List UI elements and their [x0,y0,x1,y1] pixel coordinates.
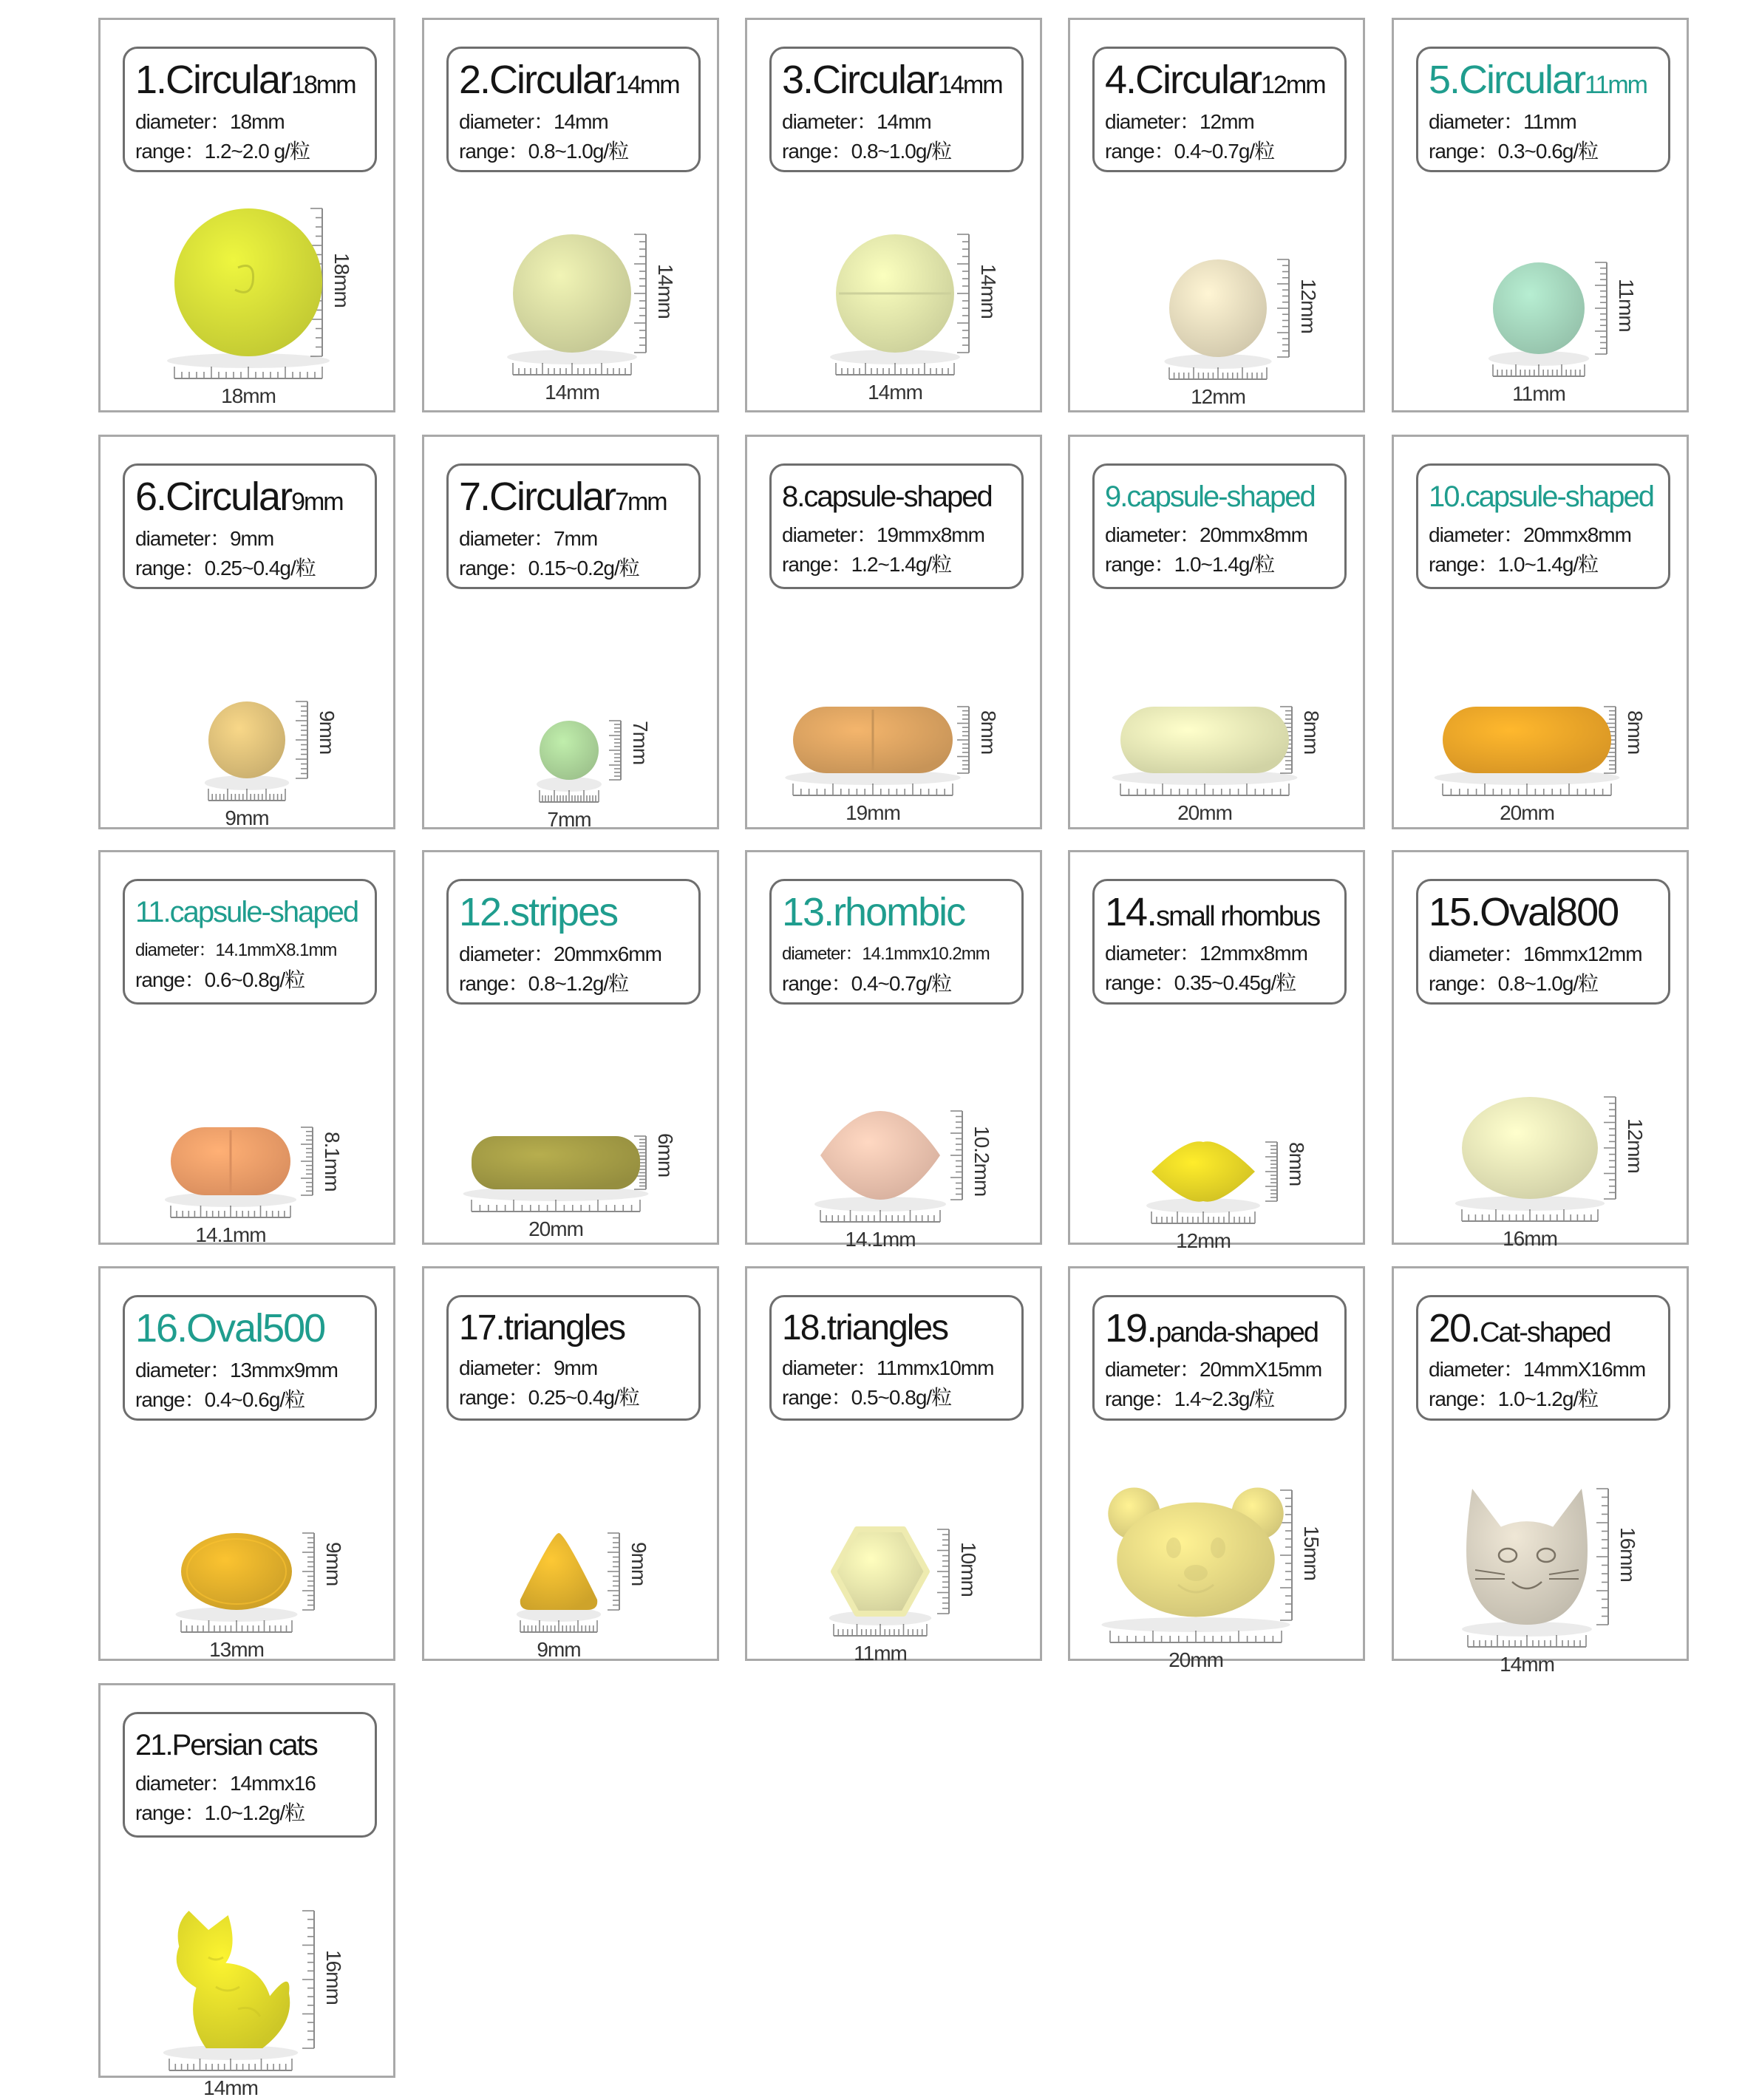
pill-eye-left [1166,1537,1181,1558]
pill-illustration [424,175,717,412]
pill-title-main: 13.rhombic [782,890,965,934]
pill-width-label: 13mm [209,1638,264,1661]
pill-title-suffix: 18mm [291,71,355,99]
pill-body [1493,262,1585,354]
pill-body [540,721,599,780]
pill-width-label: 14mm [203,2076,258,2099]
pill-body [834,1529,927,1614]
pill-illustration [747,592,1040,829]
pill-svg [101,1007,393,1244]
pill-title-suffix: 14mm [938,71,1002,99]
pill-title [1429,475,1668,520]
pill-height-label: 16mm [322,1950,345,2005]
pill-title [782,475,1021,520]
pill-width-label: 20mm [1500,801,1554,824]
pill-width-label: 9mm [225,806,269,829]
pill-title-main: 11.capsule-shaped [135,896,358,928]
pill-title-main: 12.stripes [459,890,618,934]
pill-label-box [769,1295,1024,1421]
pill-card-4 [1068,18,1365,412]
pill-height-label: 14mm [977,264,1000,319]
pill-card-7 [422,435,719,829]
pill-title [1105,475,1344,520]
pill-height-label: 7mm [629,721,652,765]
pill-body [1443,707,1611,773]
pill-body [1462,1097,1598,1199]
pill-svg [101,592,393,829]
pill-title [1429,890,1668,939]
pill-diameter: diameter：9mm [135,527,274,550]
pill-height-label: 8mm [1624,710,1647,755]
pill-height-label: 9mm [627,1542,650,1586]
pill-label-box [446,463,701,589]
pill-body [177,1911,290,2048]
pill-card-14 [1068,850,1365,1252]
pill-title [459,475,698,524]
pill-illustration [1070,1424,1363,1671]
pill-title-main: 21.Persian cats [135,1729,317,1761]
pill-label-box [769,879,1024,1005]
pill-card-13 [745,850,1042,1251]
pill-title-main: 15.Oval800 [1429,890,1619,934]
pill-card-1 [98,18,395,412]
pill-title-suffix: 9mm [291,488,343,516]
pill-body [181,1533,292,1610]
pill-title-suffix: 11mm [1585,71,1647,99]
pill-title [1105,1306,1344,1355]
pill-illustration [1394,1424,1687,1676]
pill-range: range：1.0~1.2g/粒 [135,1801,305,1824]
pill-label-box [1416,1295,1670,1421]
pill-card-10 [1392,435,1689,829]
pill-label-box [1092,879,1347,1005]
pill-range: range：0.8~1.0g/粒 [1429,972,1599,995]
pill-body [174,208,322,356]
pill-width-label: 14.1mm [195,1223,266,1246]
pill-label-box [446,47,701,172]
pill-illustration [1070,592,1363,829]
pill-title [782,58,1021,107]
pill-label-box [1416,47,1670,172]
pill-title-main: 16.Oval500 [135,1306,325,1350]
pill-height-label: 16mm [1616,1527,1639,1582]
pill-title [1105,58,1344,107]
pill-diameter: diameter：9mm [459,1356,598,1379]
pill-illustration [747,1007,1040,1251]
pill-diameter: diameter：11mm [1429,110,1576,133]
pill-illustration [747,175,1040,412]
pill-width-label: 14mm [545,381,599,404]
pill-illustration [424,1007,717,1244]
pill-illustration [424,1424,717,1660]
pill-title-main: 17.triangles [459,1308,625,1348]
pill-range: range：1.0~1.4g/粒 [1429,553,1599,576]
pill-height-label: 6mm [654,1133,677,1178]
pill-height-label: 8mm [977,710,1000,755]
pill-illustration [101,1424,393,1660]
pill-range: range：1.0~1.4g/粒 [1105,553,1275,576]
pill-width-label: 11mm [854,1642,907,1665]
pill-width-label: 19mm [846,801,900,824]
pill-height-label: 10.2mm [970,1126,993,1197]
pill-title [1429,1306,1668,1355]
pill-title [135,58,375,107]
pill-range: range：1.2~1.4g/粒 [782,553,952,576]
pill-illustration [1070,175,1363,412]
pill-range: range：1.4~2.3g/粒 [1105,1387,1275,1410]
pill-title-suffix: small rhombus [1156,901,1320,932]
pill-illustration [101,1007,393,1244]
pill-diameter: diameter：14.1mmx10.2mm [782,944,990,964]
pill-label-box [123,1712,377,1838]
pill-height-label: 18mm [330,253,353,307]
pill-title-suffix: panda-shaped [1156,1317,1319,1348]
pill-title-suffix: Cat-shaped [1480,1317,1610,1348]
pill-label-box [123,1295,377,1421]
pill-diameter: diameter：20mmX15mm [1105,1358,1322,1381]
pill-range: range：0.3~0.6g/粒 [1429,140,1599,163]
pill-title [135,1306,375,1356]
pill-width-label: 14mm [1500,1653,1554,1676]
pill-diameter: diameter：20mmx8mm [1105,523,1307,546]
pill-height-label: 9mm [316,710,338,755]
pill-title-main: 8.capsule-shaped [782,480,992,513]
pill-diameter: diameter：14mm [459,110,608,133]
pill-diameter: diameter：14mmX16mm [1429,1358,1646,1381]
pill-body [1466,1489,1588,1625]
pill-svg [1070,1007,1363,1244]
pill-label-box [769,47,1024,172]
pill-svg [424,1424,717,1660]
pill-width-label: 20mm [1177,801,1232,824]
pill-width-label: 7mm [547,808,591,831]
pill-width-label: 12mm [1176,1229,1231,1252]
pill-card-9 [1068,435,1365,829]
pill-title-main: 18.triangles [782,1308,948,1348]
pill-card-17 [422,1266,719,1661]
pill-height-label: 9mm [322,1542,345,1586]
pill-svg [1394,175,1687,412]
pill-label-box [1416,879,1670,1005]
pill-title [135,475,375,524]
pill-diameter: diameter：7mm [459,527,598,550]
pill-height-label: 8.1mm [321,1132,344,1192]
pill-title [782,1306,1021,1353]
pill-svg [747,1424,1040,1660]
pill-card-16 [98,1266,395,1661]
pill-height-label: 11mm [1615,279,1638,332]
pill-height-label: 10mm [957,1542,980,1597]
pill-height-label: 12mm [1624,1118,1647,1173]
pill-svg [101,1841,393,2077]
pill-card-15 [1392,850,1689,1250]
pill-diameter: diameter：12mm [1105,110,1254,133]
pill-range: range：0.6~0.8g/粒 [135,968,305,991]
pill-title-main: 20. [1429,1306,1480,1350]
pill-card-19 [1068,1266,1365,1671]
pill-height-label: 8mm [1300,710,1323,755]
pill-label-box [446,879,701,1005]
pill-title-main: 19. [1105,1306,1157,1350]
pill-title-main: 3.Circular [782,58,939,102]
pill-title [459,58,698,107]
pill-diameter: diameter：11mmx10mm [782,1356,994,1379]
pill-title [1105,890,1344,939]
pill-range: range：0.4~0.7g/粒 [1105,140,1275,163]
pill-title-main: 5.Circular [1429,58,1585,102]
pill-eye-right [1211,1537,1225,1558]
pill-label-box [1092,1295,1347,1421]
pill-title-main: 10.capsule-shaped [1429,480,1654,513]
pill-width-label: 9mm [537,1638,581,1661]
pill-card-2 [422,18,719,412]
pill-height-label: 14mm [654,264,677,319]
pill-card-18 [745,1266,1042,1665]
pill-illustration [101,175,393,412]
pill-height-label: 15mm [1300,1526,1323,1580]
pill-diameter: diameter：13mmx9mm [135,1359,338,1382]
pill-body [1117,1503,1274,1617]
pill-title-suffix: 7mm [615,488,667,516]
pill-card-20 [1392,1266,1689,1676]
pill-title [1429,58,1668,107]
pill-illustration [101,1841,393,2099]
pill-body [208,701,285,778]
pill-illustration [1070,1007,1363,1252]
pill-title-main: 9.capsule-shaped [1105,480,1315,513]
pill-label-box [123,879,377,1005]
pill-body [1169,259,1267,357]
pill-height-label: 12mm [1297,279,1320,333]
pill-illustration [1394,1007,1687,1250]
pill-svg [101,1424,393,1660]
pill-diameter: diameter：14mm [782,110,931,133]
pill-diameter: diameter：18mm [135,110,285,133]
pill-range: range：0.4~0.7g/粒 [782,972,952,995]
pill-width-label: 16mm [1503,1227,1557,1250]
pill-range: range：0.8~1.2g/粒 [459,972,629,995]
pill-title [459,890,698,939]
pill-diameter: diameter：14.1mmX8.1mm [135,940,337,960]
pill-label-box [446,1295,701,1421]
pill-body [472,1136,640,1189]
pill-body [513,234,631,353]
pill-diameter: diameter：12mmx8mm [1105,942,1307,965]
pill-width-label: 20mm [528,1217,583,1240]
pill-label-box [1092,463,1347,589]
pill-label-box [1092,47,1347,172]
pill-width-label: 14.1mm [845,1228,916,1251]
pill-illustration [1394,592,1687,829]
pill-card-21 [98,1683,395,2099]
pill-svg [424,592,717,829]
pill-title-main: 14. [1105,890,1157,934]
pill-range: range：0.8~1.0g/粒 [459,140,629,163]
pill-range: range：0.5~0.8g/粒 [782,1386,952,1409]
pill-range: range：0.8~1.0g/粒 [782,140,952,163]
pill-title-main: 7.Circular [459,475,616,519]
pill-illustration [101,592,393,829]
pill-body [520,1533,597,1610]
pill-diameter: diameter：14mmx16 [135,1772,316,1795]
pill-width-label: 20mm [1168,1648,1223,1671]
pill-diameter: diameter：19mmx8mm [782,523,984,546]
pill-title-main: 1.Circular [135,58,292,102]
pill-card-8 [745,435,1042,829]
pill-range: range：0.35~0.45g/粒 [1105,971,1296,994]
pill-nose [1184,1565,1208,1581]
pill-card-3 [745,18,1042,412]
pill-width-label: 14mm [868,381,922,404]
pill-range: range：0.25~0.4g/粒 [459,1386,639,1409]
pill-width-label: 18mm [221,384,276,407]
pill-illustration [747,1424,1040,1665]
pill-title [782,890,1021,939]
pill-range: range：0.25~0.4g/粒 [135,557,316,580]
pill-title-suffix: 14mm [615,71,679,99]
pill-body [1120,707,1289,773]
pill-height-label: 8mm [1285,1142,1308,1186]
pill-svg [747,1007,1040,1244]
pill-card-5 [1392,18,1689,412]
pill-label-box [123,463,377,589]
pill-diameter: diameter：16mmx12mm [1429,942,1642,965]
pill-title [459,1306,698,1353]
pill-label-box [123,47,377,172]
pill-card-6 [98,435,395,829]
pill-title-suffix: 12mm [1261,71,1325,99]
pill-title-main: 6.Circular [135,475,292,519]
pill-label-box [1416,463,1670,589]
pill-range: range：0.4~0.6g/粒 [135,1388,305,1411]
pill-title-main: 2.Circular [459,58,616,102]
pill-illustration [1394,175,1687,412]
pill-illustration [424,592,717,829]
pill-title-main: 4.Circular [1105,58,1262,102]
pill-shadow [1101,1617,1290,1632]
pill-svg [1394,1424,1687,1660]
pill-label-box [769,463,1024,589]
pill-title [135,1723,375,1769]
pill-range: range：1.0~1.2g/粒 [1429,1387,1599,1410]
pill-title [135,890,375,936]
pill-card-11 [98,850,395,1245]
pill-svg [424,1007,717,1244]
pill-diameter: diameter：20mmx6mm [459,942,661,965]
pill-range: range：1.2~2.0 g/粒 [135,140,310,163]
pill-diameter: diameter：20mmx8mm [1429,523,1631,546]
pill-card-12 [422,850,719,1245]
pill-body [1151,1141,1255,1201]
pill-range: range：0.15~0.2g/粒 [459,557,639,580]
pill-width-label: 11mm [1512,382,1565,405]
pill-width-label: 12mm [1191,385,1245,408]
pill-body [820,1111,940,1200]
